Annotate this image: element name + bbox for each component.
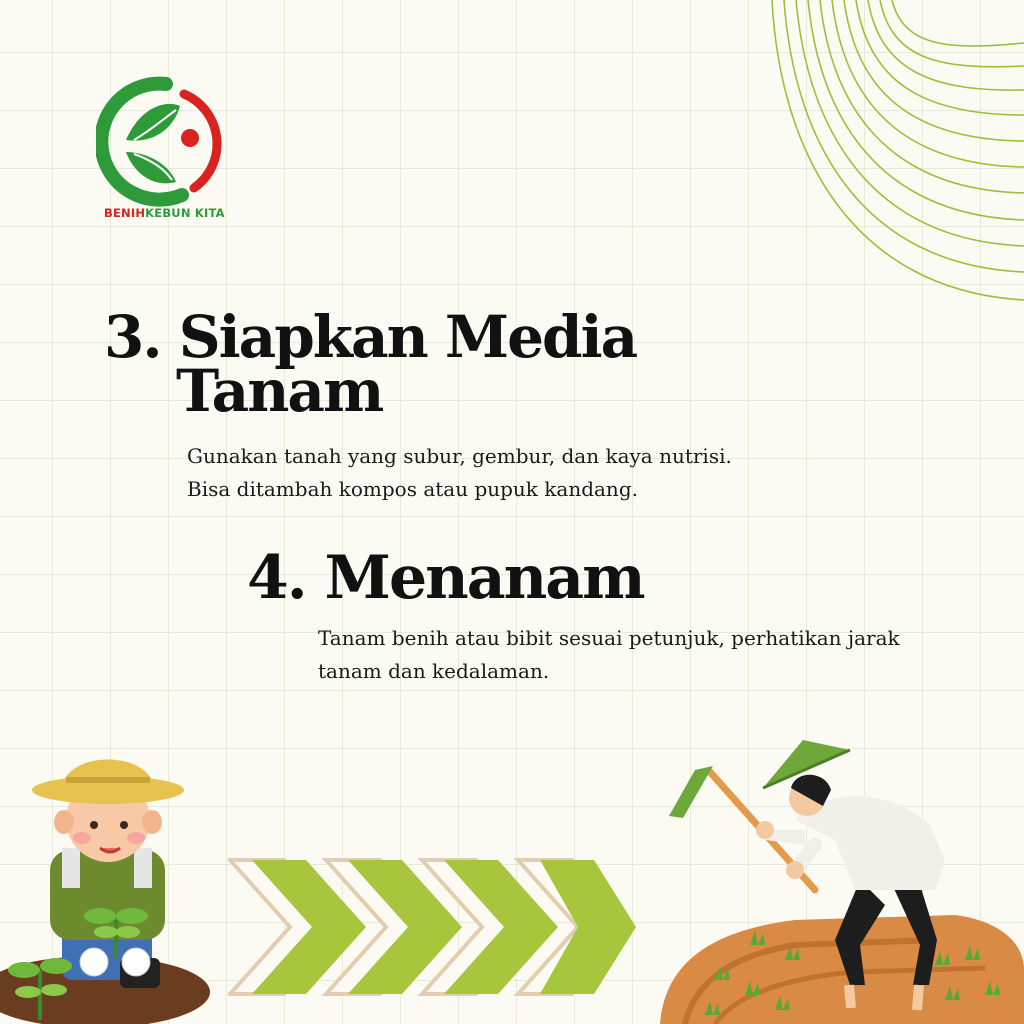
brand-name (104, 206, 225, 220)
section-3-title-line1: 3. Siapkan Media (104, 303, 637, 371)
brand-word-kebun-kita: KEBUN KITA (145, 206, 225, 220)
section-4-body (318, 622, 1018, 688)
brand-word-benih: BENIH (104, 206, 146, 220)
farmer-right-illustration (655, 730, 1024, 1024)
section-4-body-line1: Tanam benih atau bibit sesuai petunjuk, perhatikan jarak (318, 626, 900, 650)
section-4-title: 4. Menanam (247, 543, 644, 613)
section-3-body (187, 440, 867, 506)
section-3-title-line2: Tanam (176, 357, 383, 425)
curved-lines-decoration (760, 0, 1024, 305)
section-4-body-line2: tanam dan kedalaman. (318, 659, 550, 683)
section-3-body-line2: Bisa ditambah kompos atau pupuk kandang. (187, 477, 638, 501)
section-3-title (104, 303, 637, 425)
farmer-left-illustration (0, 730, 215, 1024)
chevron-arrows-icon (228, 852, 638, 1002)
section-3-body-line1: Gunakan tanah yang subur, gembur, dan kaya nutrisi. (187, 444, 732, 468)
